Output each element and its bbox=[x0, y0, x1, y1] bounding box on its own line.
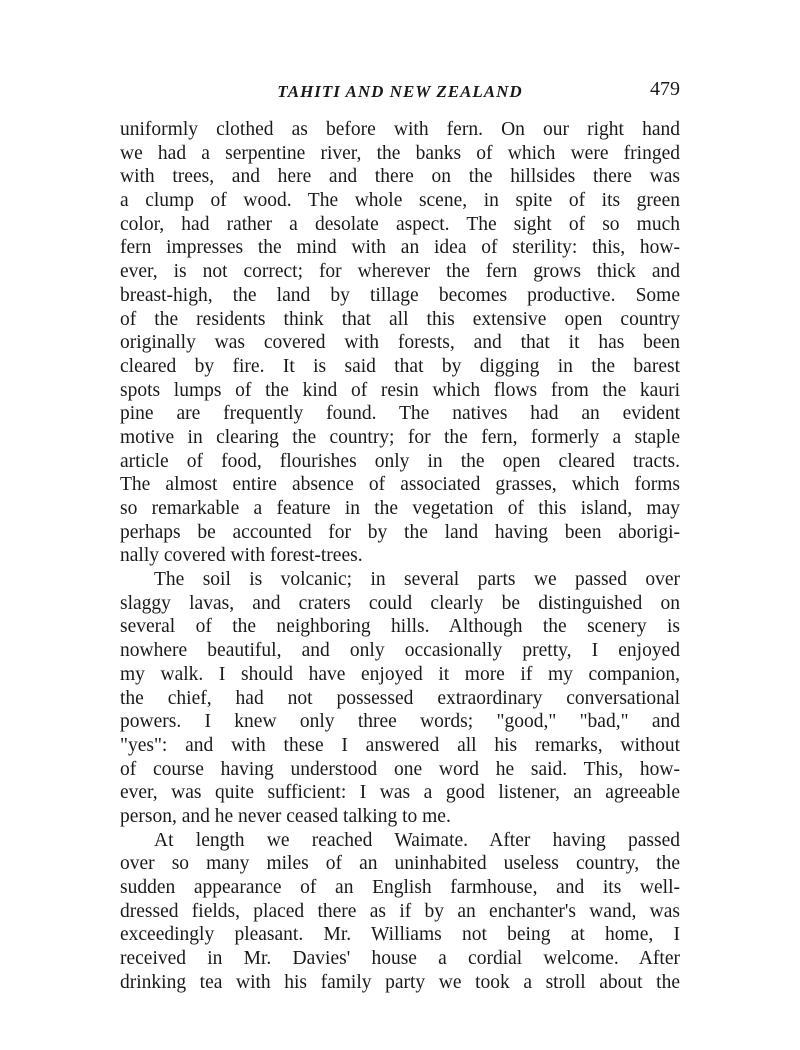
text-line: originally was covered with forests, and that it has been bbox=[120, 332, 680, 354]
text-line: so remarkable a feature in the vegetation of this island, may bbox=[120, 498, 680, 519]
running-title: TAHITI AND NEW ZEALAND bbox=[277, 82, 523, 101]
text-line: received in Mr. Davies' house a cordial welcome. After bbox=[120, 948, 680, 970]
text-line: person, and he never ceased talking to me. bbox=[120, 805, 451, 827]
page-number: 479 bbox=[650, 78, 680, 100]
text-line: of course having understood one word he said. This, how- bbox=[120, 758, 680, 780]
text-line: breast-high, the land by tillage becomes productive. Some bbox=[120, 284, 680, 306]
text-line: article of food, flourishes only in the open cleared tracts. bbox=[120, 450, 680, 472]
body-text bbox=[120, 118, 680, 994]
text-line: nowhere beautiful, and only occasionally pretty, I enjoyed bbox=[120, 640, 680, 662]
text-line: we had a serpentine river, the banks of which were fringed bbox=[120, 142, 680, 164]
text-line: The soil is volcanic; in several parts we passed over bbox=[154, 569, 680, 591]
text-line: powers. I knew only three words; "good," "bad," and bbox=[120, 711, 680, 733]
text-line: nally covered with forest-trees. bbox=[120, 545, 363, 567]
text-line: of the residents think that all this extensive open country bbox=[120, 308, 680, 330]
text-line: "yes": and with these I answered all his remarks, without bbox=[120, 734, 680, 756]
text-line: color, had rather a desolate aspect. The sight of so much bbox=[120, 213, 680, 235]
text-line: perhaps be accounted for by the land having been aborigi- bbox=[120, 521, 680, 543]
text-line: with trees, and here and there on the hillsides there was bbox=[120, 166, 680, 188]
text-line: uniformly clothed as before with fern. On our right hand bbox=[120, 119, 680, 140]
text-line: a clump of wood. The whole scene, in spite of its green bbox=[120, 190, 680, 212]
text-line: ever, was quite sufficient: I was a good listener, an agreeable bbox=[120, 782, 680, 804]
text-line: spots lumps of the kind of resin which flows from the kauri bbox=[120, 379, 680, 401]
text-line: The almost entire absence of associated grasses, which forms bbox=[120, 474, 680, 496]
text-line: over so many miles of an uninhabited useless country, the bbox=[120, 853, 680, 875]
text-line: my walk. I should have enjoyed it more if my companion, bbox=[120, 663, 680, 685]
text-line: motive in clearing the country; for the fern, formerly a staple bbox=[120, 426, 680, 448]
text-line: pine are frequently found. The natives had an evident bbox=[120, 403, 680, 425]
text-line: several of the neighboring hills. Although the scenery is bbox=[120, 616, 680, 638]
text-line: the chief, had not possessed extraordinary conversational bbox=[120, 687, 680, 709]
text-line: fern impresses the mind with an idea of sterility: this, how- bbox=[120, 237, 680, 259]
running-head bbox=[120, 78, 680, 108]
text-line: exceedingly pleasant. Mr. Williams not being at home, I bbox=[120, 924, 680, 946]
text-line: slaggy lavas, and craters could clearly be distinguished on bbox=[120, 592, 680, 614]
text-line: At length we reached Waimate. After having passed bbox=[154, 829, 680, 851]
text-line: sudden appearance of an English farmhouse, and its well- bbox=[120, 877, 680, 898]
text-line: cleared by fire. It is said that by digging in the barest bbox=[120, 355, 680, 377]
text-line: ever, is not correct; for wherever the fern grows thick and bbox=[120, 261, 680, 283]
text-line: dressed fields, placed there as if by an enchanter's wand, was bbox=[120, 900, 680, 922]
text-line: drinking tea with his family party we took a stroll about the bbox=[120, 971, 680, 993]
